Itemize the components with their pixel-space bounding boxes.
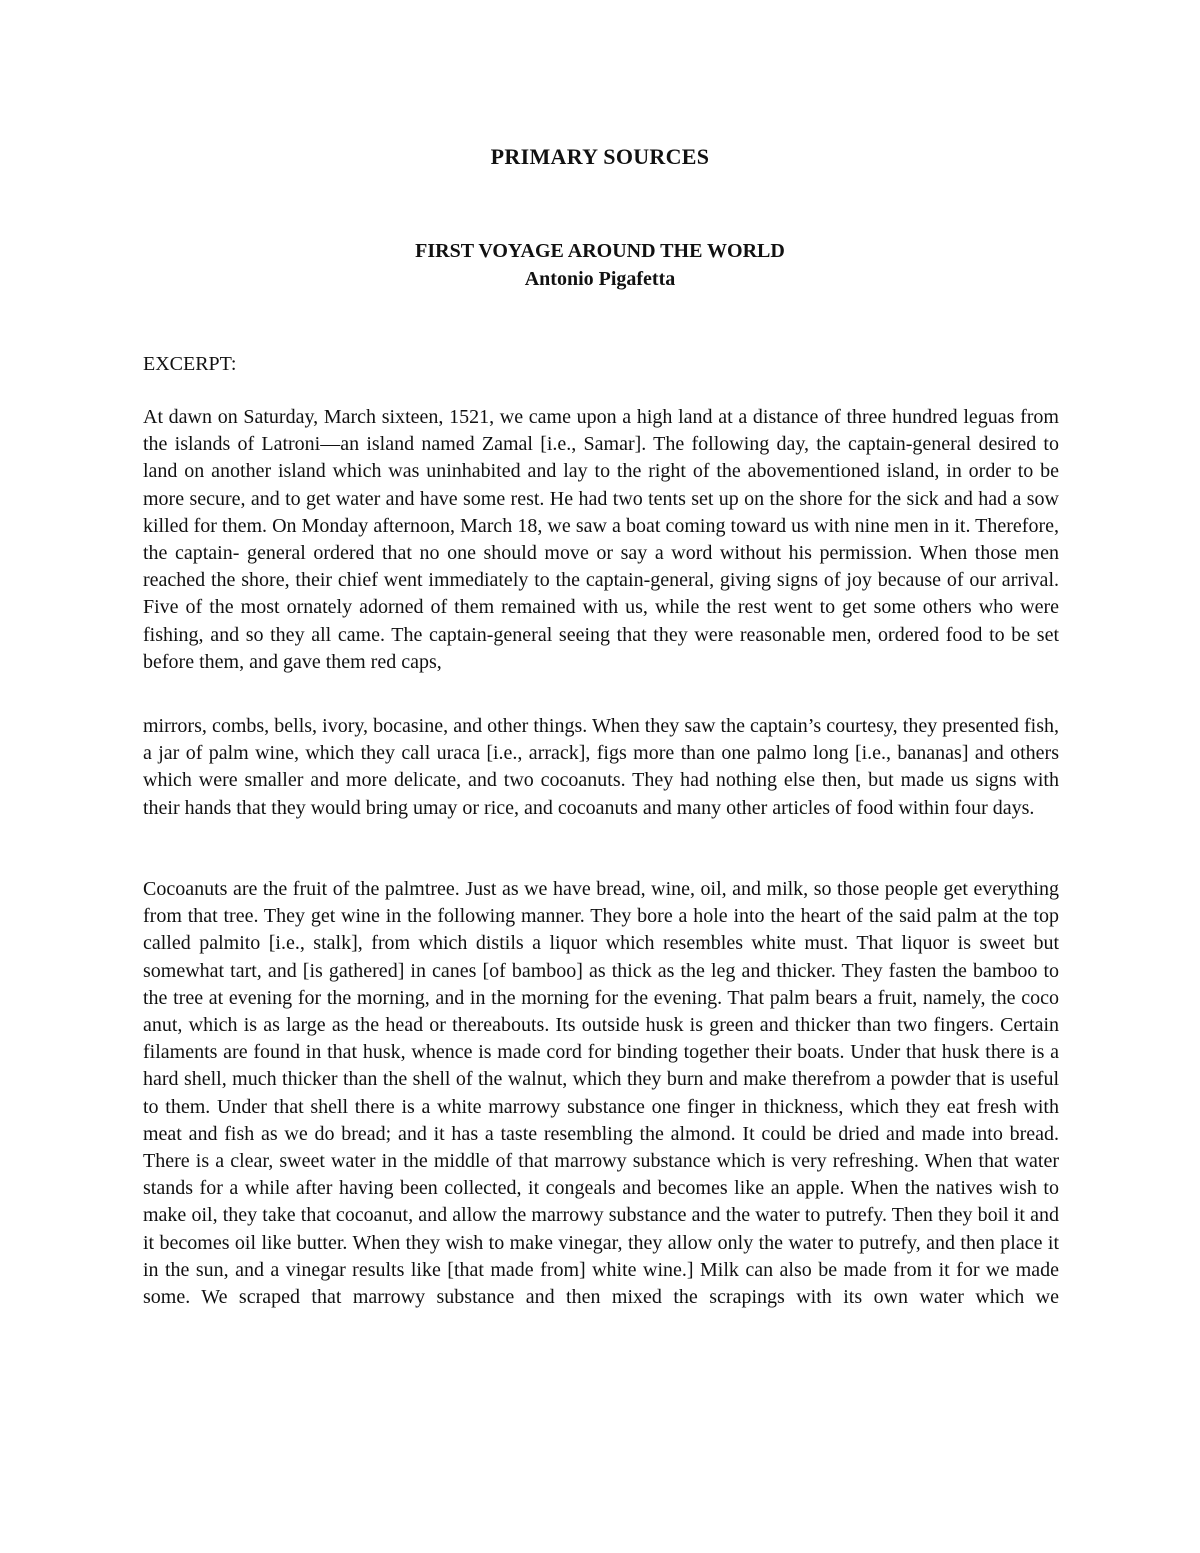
author-name: Antonio Pigafetta [524, 268, 676, 290]
paragraph-2: Cocoanuts are the fruit of the palmtree. Just as we have bread, wine, oil, and milk, so those people get everything from that tree. They get wine in the following manner. They bore a hole into the heart of the said palm at the top called palmito [i.e., stalk], from which distils a liquor which resembles white must. That liquor is sweet but somewhat tart, and [is gathered] in canes [of bamboo] as thick as the leg and thicker. They fasten the bamboo to the tree at evening for the morning, and in the morning for the evening. That palm bears a fruit, namely, the coco anut, which is as large as the head or thereabouts. Its outside husk is green and thicker than two fingers. Certain filaments are found in that husk, whence is made cord for binding together their boats. Under that husk there is a hard shell, much thicker than the shell of the walnut, which they burn and make therefrom a powder that is useful to them. Under that shell there is a white marrowy substance one finger in thickness, which they eat fresh with meat and fish as we do bread; and it has a taste resembling the almond. It could be dried and made into bread. There is a clear, sweet water in the middle of that marrowy substance which is very refreshing. When that water stands for a while after having been collected, it congeals and becomes like an apple. When the natives wish to make oil, they take that cocoanut, and allow the marrowy substance and the water to putrefy. Then they boil it and it becomes oil like butter. When they wish to make vinegar, they allow only the water to putrefy, and then place it in the sun, and a vinegar results like [that made from] white wine.] Milk can also be made from it for we made some. We scraped that marrowy substance and then mixed the scrapings with its own water which we [143, 878, 1059, 1309]
paragraph-1-part-2: mirrors, combs, bells, ivory, bocasine, and other things. When they saw the captain’s courtesy, they presented fish, a jar of palm wine, which they call uraca [i.e., arrack], figs more than one palmo long [i.e., bananas] and others which were smaller and more delicate, and two cocoanuts. They had nothing else then, but made us signs with their hands that they would bring umay or rice, and cocoanuts and many other articles of food within four days. [143, 715, 1059, 819]
page-title: PRIMARY SOURCES [490, 144, 710, 169]
paragraph-1-part-1: At dawn on Saturday, March sixteen, 1521, we came upon a high land at a distance of three hundred leguas from the islands of Latroni—an island named Zamal [i.e., Samar]. The following day, the captain-general desired to land on another island which was uninhabited and lay to the right of the abovementioned island, in order to be more secure, and to get water and have some rest. He had two tents set up on the shore for the sick and had a sow killed for them. On Monday afternoon, March 18, we saw a boat coming toward us with nine men in it. Therefore, the captain- general ordered that no one should move or say a word without his permission. When those men reached the shore, their chief went immediately to the captain-general, giving signs of joy because of our arrival. Five of the most ornately adorned of them remained with us, while the rest went to get some others who were fishing, and so they all came. The captain-general seeing that they were reasonable men, ordered food to be set before them, and gave them red caps, [143, 406, 1059, 673]
excerpt-label: EXCERPT: [143, 353, 237, 375]
work-title: FIRST VOYAGE AROUND THE WORLD [415, 240, 785, 262]
